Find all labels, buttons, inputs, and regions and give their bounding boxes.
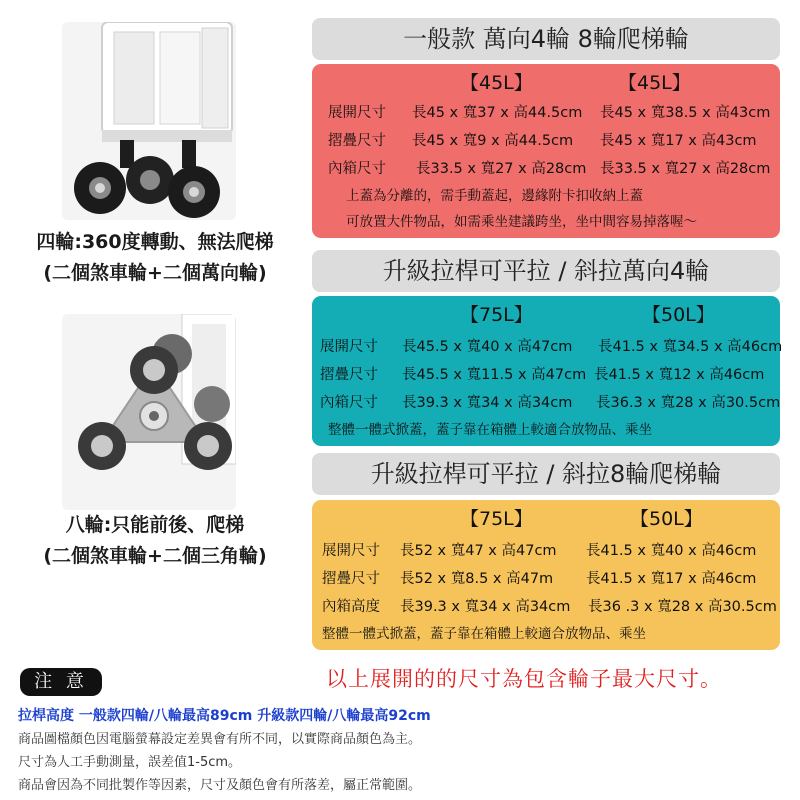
spec-row-value-left: 長52 x 寬8.5 x 高47m [400, 571, 554, 587]
spec-row-value-left: 長45 x 寬37 x 高44.5cm [412, 105, 583, 121]
spec-row-label: 展開尺寸 [320, 339, 378, 355]
size-includes-wheels-note: 以上展開的的尺寸為包含輪子最大尺寸。 [326, 667, 722, 691]
eight-wheel-photo [62, 314, 236, 510]
measurement-disclaimer: 尺寸為人工手動測量，誤差值1-5cm。 [18, 755, 242, 770]
spec-row-value-left: 長52 x 寬47 x 高47cm [400, 543, 557, 559]
handle-height-note: 拉桿高度 一般款四輪/八輪最高89cm 升級款四輪/八輪最高92cm [18, 708, 431, 724]
capacity-label-left: 【75L】 [460, 508, 533, 530]
spec-row-value-left: 長45 x 寬9 x 高44.5cm [412, 133, 574, 149]
spec-row [312, 334, 783, 360]
spec-row [312, 538, 780, 564]
spec-row-value-right: 長45 x 寬17 x 高43cm [600, 133, 757, 149]
spec-row-label: 內箱高度 [322, 599, 380, 615]
spec-row-value-left: 長33.5 x 寬27 x 高28cm [416, 161, 587, 177]
eight-wheel-caption-line2: (二個煞車輪+二個三角輪) [43, 545, 267, 567]
batch-variation-disclaimer: 商品會因為不同批製作等因素，尺寸及顏色會有所落差，屬正常範圍。 [18, 778, 422, 793]
spec-row-label: 摺疊尺寸 [320, 367, 378, 383]
spec-row-value-right: 長36.3 x 寬28 x 高30.5cm [596, 395, 781, 411]
spec-row-value-left: 長45.5 x 寬40 x 高47cm [402, 339, 573, 355]
spec-note: 整體一體式掀蓋，蓋子靠在箱體上較適合放物品、乘坐 [328, 422, 652, 438]
spec-row [312, 566, 780, 592]
spec-note: 上蓋為分離的，需手動蓋起，邊緣附卡扣收納上蓋 [346, 188, 643, 204]
spec-row [312, 100, 780, 126]
four-wheel-photo [62, 22, 236, 220]
color-disclaimer: 商品圖檔顏色因電腦螢幕設定差異會有所不同，以實際商品顏色為主。 [18, 732, 422, 747]
spec-row-label: 摺疊尺寸 [328, 133, 386, 149]
spec-box-standard [312, 64, 780, 238]
four-wheel-caption-line2: (二個煞車輪+二個萬向輪) [43, 262, 267, 284]
spec-row-label: 展開尺寸 [328, 105, 386, 121]
four-wheel-caption-line1: 四輪:360度轉動、無法爬梯 [36, 231, 274, 253]
capacity-label-left: 【75L】 [460, 304, 533, 326]
spec-row-value-right: 長41.5 x 寬12 x 高46cm [594, 367, 765, 383]
spec-row-value-left: 長39.3 x 寬34 x 高34cm [400, 599, 571, 615]
spec-row [312, 128, 780, 154]
spec-row-label: 內箱尺寸 [328, 161, 386, 177]
spec-row [312, 156, 780, 182]
spec-row-value-right: 長41.5 x 寬34.5 x 高46cm [598, 339, 783, 355]
spec-box-upgrade-4-wheel [312, 296, 783, 446]
spec-row-value-right: 長41.5 x 寬17 x 高46cm [586, 571, 757, 587]
spec-row [312, 594, 780, 620]
capacity-label-right: 【45L】 [618, 72, 691, 94]
spec-row-value-right: 長41.5 x 寬40 x 高46cm [586, 543, 757, 559]
spec-row-label: 展開尺寸 [322, 543, 380, 559]
spec-row [312, 390, 780, 416]
spec-row [312, 362, 780, 388]
spec-box-upgrade-8-wheel [312, 500, 780, 650]
spec-row-value-left: 長45.5 x 寬11.5 x 高47cm [402, 367, 587, 383]
spec-row-value-right: 長33.5 x 寬27 x 高28cm [600, 161, 771, 177]
spec-row-label: 內箱尺寸 [320, 395, 378, 411]
spec-note: 可放置大件物品，如需乘坐建議跨坐，坐中間容易掉落喔～ [346, 214, 697, 230]
capacity-label-right: 【50L】 [630, 508, 703, 530]
spec-row-label: 摺疊尺寸 [322, 571, 380, 587]
spec-row-value-right: 長45 x 寬38.5 x 高43cm [600, 105, 771, 121]
eight-wheel-caption-line1: 八輪:只能前後、爬梯 [65, 514, 245, 536]
spec-row-value-right: 長36 .3 x 寬28 x 高30.5cm [588, 599, 777, 615]
capacity-label-left: 【45L】 [460, 72, 533, 94]
spec-row-value-left: 長39.3 x 寬34 x 高34cm [402, 395, 573, 411]
capacity-label-right: 【50L】 [642, 304, 715, 326]
spec-note: 整體一體式掀蓋，蓋子靠在箱體上較適合放物品、乘坐 [322, 626, 646, 642]
section-header-upgrade-4-wheel: 升級拉桿可平拉 / 斜拉萬向4輪 [312, 250, 780, 292]
section-header-upgrade-8-wheel: 升級拉桿可平拉 / 斜拉8輪爬梯輪 [312, 453, 780, 495]
section-header-standard: 一般款 萬向4輪 8輪爬梯輪 [312, 18, 780, 60]
attention-badge: 注 意 [20, 668, 102, 696]
